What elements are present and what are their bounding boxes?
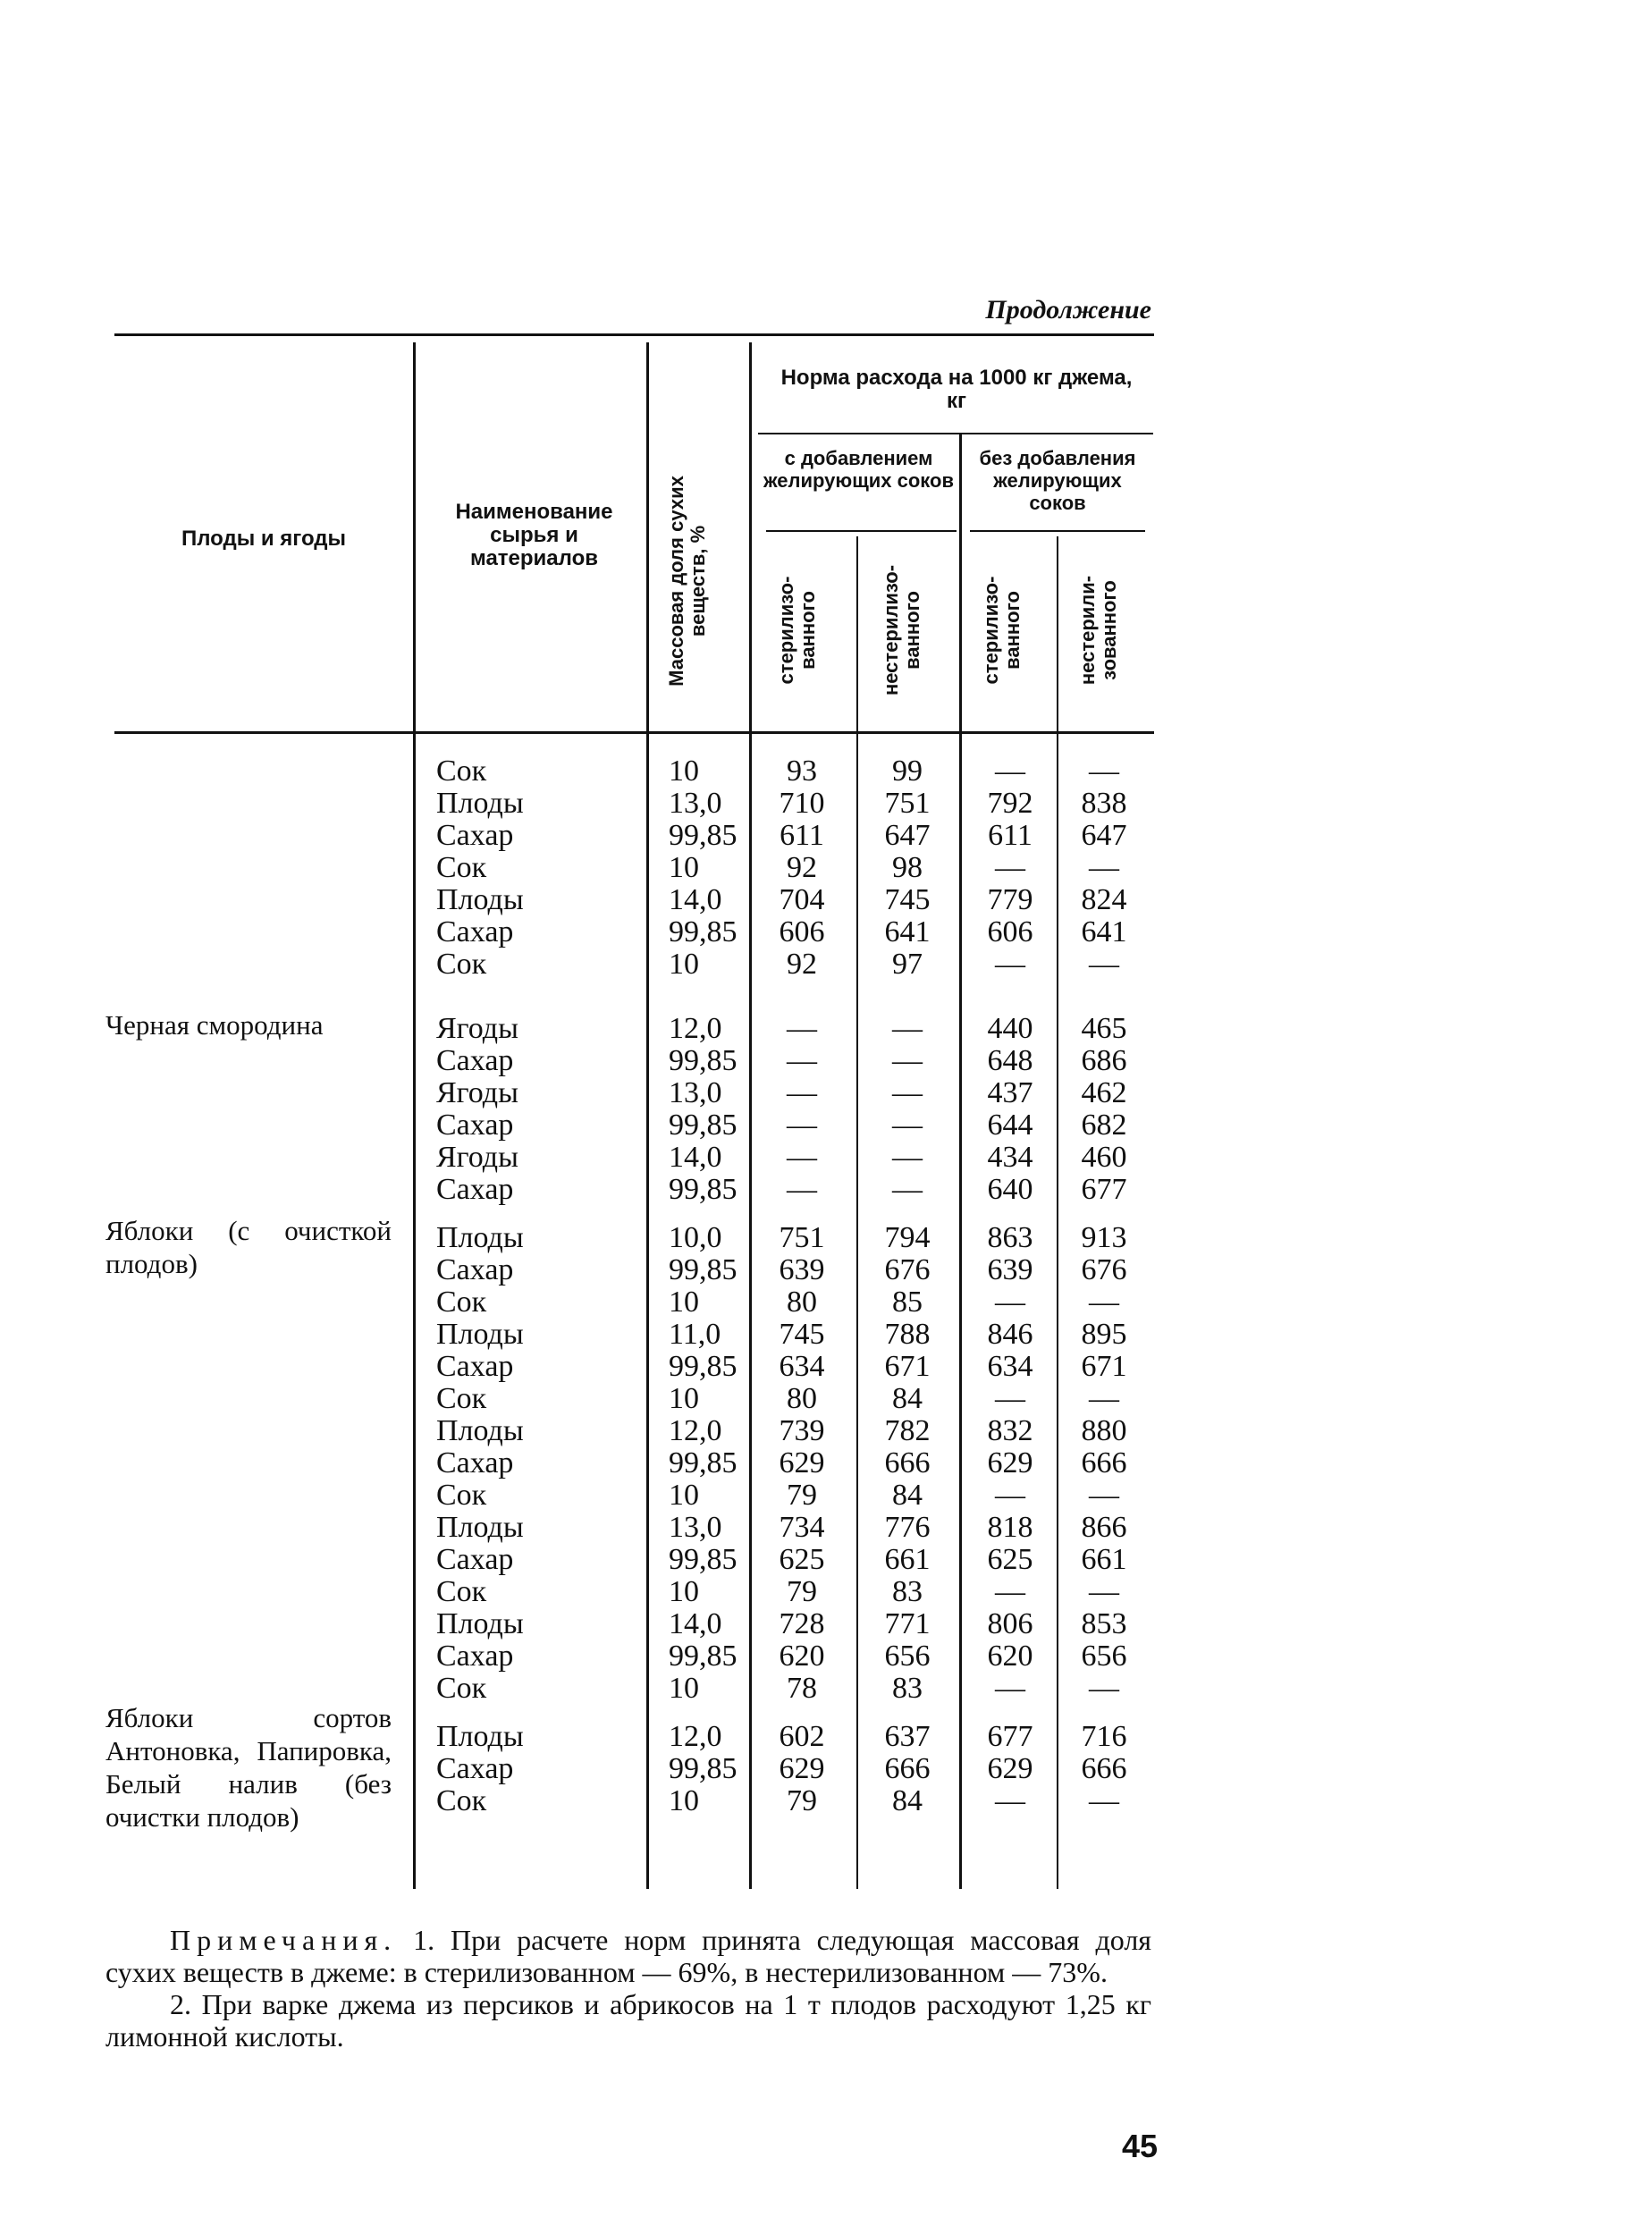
page-number: 45 xyxy=(1122,2128,1159,2164)
sterilized-without-juice-cell: 806 xyxy=(987,1607,1033,1640)
material-cell: Сахар xyxy=(436,1253,514,1286)
unsterilized-with-juice-cell: 641 xyxy=(884,915,931,948)
unsterilized-without-juice-cell: 880 xyxy=(1081,1414,1127,1447)
sterilized-without-juice-cell: 846 xyxy=(987,1318,1033,1351)
unsterilized-with-juice-cell: 788 xyxy=(884,1318,931,1351)
unsterilized-with-juice-cell: 84 xyxy=(892,1382,923,1415)
header-unsterilized-2: нестерили-зованного xyxy=(1076,575,1120,686)
sterilized-with-juice-cell: 79 xyxy=(787,1479,817,1512)
material-cell: Сахар xyxy=(436,1173,514,1206)
unsterilized-with-juice-cell: — xyxy=(892,1109,923,1142)
unsterilized-with-juice-cell: — xyxy=(892,1076,923,1109)
mass-fraction-cell: 99,85 xyxy=(669,1543,738,1576)
mass-fraction-cell: 13,0 xyxy=(669,1511,722,1544)
sterilized-without-juice-cell: 634 xyxy=(987,1350,1033,1383)
table-row xyxy=(0,1479,1652,1512)
material-cell: Ягоды xyxy=(436,1141,518,1174)
unsterilized-without-juice-cell: — xyxy=(1089,948,1119,981)
notes-label: Примечания. xyxy=(170,1924,398,1956)
sterilized-without-juice-cell: — xyxy=(995,1286,1025,1319)
mass-fraction-cell: 99,85 xyxy=(669,1044,738,1077)
unsterilized-without-juice-cell: — xyxy=(1089,1672,1119,1705)
material-cell: Сок xyxy=(436,1382,487,1415)
sterilized-without-juice-cell: — xyxy=(995,851,1025,884)
header-bottom-rule xyxy=(114,731,1154,734)
with-juice-divider xyxy=(766,530,957,532)
unsterilized-with-juice-cell: — xyxy=(892,1012,923,1045)
unsterilized-with-juice-cell: 647 xyxy=(884,819,931,852)
table-row xyxy=(0,1383,1652,1415)
mass-fraction-cell: 99,85 xyxy=(669,1253,738,1286)
unsterilized-with-juice-cell: 661 xyxy=(884,1543,931,1576)
note-1-text: 1. При расчете норм принята следующая массовая доля сухих веществ в джеме: в стерилизованном — 69%, в нестерилизованном — 73%. xyxy=(105,1924,1152,1988)
group-label-apples-unpeeled: Яблоки сортов Антоновка, Папировка, Белый налив (без очистки плодов) xyxy=(105,1702,392,1833)
unsterilized-with-juice-cell: 676 xyxy=(884,1253,931,1286)
sterilized-with-juice-cell: 629 xyxy=(779,1752,825,1785)
unsterilized-without-juice-cell: 460 xyxy=(1081,1141,1127,1174)
unsterilized-with-juice-cell: 85 xyxy=(892,1286,923,1319)
table-row xyxy=(0,1447,1652,1479)
table-row xyxy=(0,1254,1652,1286)
material-cell: Плоды xyxy=(436,1221,524,1254)
sterilized-with-juice-cell: — xyxy=(787,1141,817,1174)
mass-fraction-cell: 10 xyxy=(669,1784,699,1817)
header-unsterilized: нестерилизо-ванного xyxy=(880,564,923,696)
header-sterilized: стерилизо-ванного xyxy=(775,576,819,685)
sterilized-with-juice-cell: 79 xyxy=(787,1784,817,1817)
unsterilized-with-juice-cell: 83 xyxy=(892,1672,923,1705)
sterilized-without-juice-cell: — xyxy=(995,1479,1025,1512)
unsterilized-with-juice-cell: 666 xyxy=(884,1752,931,1785)
material-cell: Плоды xyxy=(436,1607,524,1640)
unsterilized-without-juice-cell: 676 xyxy=(1081,1253,1127,1286)
material-cell: Плоды xyxy=(436,787,524,820)
mass-fraction-cell: 99,85 xyxy=(669,915,738,948)
sterilized-with-juice-cell: 739 xyxy=(779,1414,825,1447)
mass-fraction-cell: 10 xyxy=(669,851,699,884)
unsterilized-without-juice-cell: 913 xyxy=(1081,1221,1127,1254)
table-row xyxy=(0,1142,1652,1174)
table-row xyxy=(0,1415,1652,1447)
unsterilized-without-juice-cell: 838 xyxy=(1081,787,1127,820)
material-cell: Сахар xyxy=(436,1044,514,1077)
mass-fraction-cell: 10 xyxy=(669,755,699,788)
unsterilized-with-juice-cell: 794 xyxy=(884,1221,931,1254)
unsterilized-with-juice-cell: 671 xyxy=(884,1350,931,1383)
table-row xyxy=(0,1576,1652,1608)
mass-fraction-cell: 13,0 xyxy=(669,787,722,820)
mass-fraction-cell: 12,0 xyxy=(669,1720,722,1753)
unsterilized-without-juice-cell: 671 xyxy=(1081,1350,1127,1383)
table-row xyxy=(0,1753,1652,1785)
material-cell: Плоды xyxy=(436,1720,524,1753)
mass-fraction-cell: 10 xyxy=(669,1382,699,1415)
sterilized-with-juice-cell: 629 xyxy=(779,1446,825,1479)
sterilized-without-juice-cell: 440 xyxy=(987,1012,1033,1045)
material-cell: Сок xyxy=(436,948,487,981)
unsterilized-with-juice-cell: 84 xyxy=(892,1784,923,1817)
material-cell: Ягоды xyxy=(436,1012,518,1045)
sterilized-without-juice-cell: 779 xyxy=(987,883,1033,916)
table-row xyxy=(0,788,1652,820)
table-row xyxy=(0,884,1652,916)
unsterilized-with-juice-cell: — xyxy=(892,1173,923,1206)
mass-fraction-cell: 99,85 xyxy=(669,1173,738,1206)
unsterilized-with-juice-cell: 97 xyxy=(892,948,923,981)
table-row xyxy=(0,1544,1652,1576)
sterilized-with-juice-cell: 751 xyxy=(779,1221,825,1254)
mass-fraction-cell: 14,0 xyxy=(669,883,722,916)
unsterilized-without-juice-cell: — xyxy=(1089,1286,1119,1319)
material-cell: Сахар xyxy=(436,819,514,852)
sterilized-without-juice-cell: — xyxy=(995,1784,1025,1817)
mass-fraction-cell: 10 xyxy=(669,948,699,981)
material-cell: Сахар xyxy=(436,1543,514,1576)
sterilized-without-juice-cell: 648 xyxy=(987,1044,1033,1077)
mass-fraction-cell: 99,85 xyxy=(669,1350,738,1383)
unsterilized-with-juice-cell: 666 xyxy=(884,1446,931,1479)
unsterilized-without-juice-cell: 677 xyxy=(1081,1173,1127,1206)
sterilized-with-juice-cell: — xyxy=(787,1076,817,1109)
table-row xyxy=(0,1077,1652,1109)
header-mass-fraction: Массовая доля сухих веществ, % xyxy=(665,476,709,687)
without-juice-divider xyxy=(970,530,1145,532)
unsterilized-with-juice-cell: 84 xyxy=(892,1479,923,1512)
sterilized-without-juice-cell: 832 xyxy=(987,1414,1033,1447)
material-cell: Сахар xyxy=(436,1752,514,1785)
unsterilized-without-juice-cell: — xyxy=(1089,1575,1119,1608)
unsterilized-with-juice-cell: — xyxy=(892,1044,923,1077)
unsterilized-without-juice-cell: 682 xyxy=(1081,1109,1127,1142)
unsterilized-without-juice-cell: 462 xyxy=(1081,1076,1127,1109)
sterilized-with-juice-cell: 79 xyxy=(787,1575,817,1608)
mass-fraction-cell: 12,0 xyxy=(669,1414,722,1447)
mass-fraction-cell: 10 xyxy=(669,1575,699,1608)
mass-fraction-cell: 11,0 xyxy=(669,1318,721,1351)
table-row xyxy=(0,1351,1652,1383)
unsterilized-without-juice-cell: — xyxy=(1089,1479,1119,1512)
table-row xyxy=(0,1673,1652,1705)
table-row xyxy=(0,1286,1652,1319)
material-cell: Сок xyxy=(436,1286,487,1319)
sterilized-without-juice-cell: 818 xyxy=(987,1511,1033,1544)
unsterilized-with-juice-cell: 782 xyxy=(884,1414,931,1447)
mass-fraction-cell: 12,0 xyxy=(669,1012,722,1045)
unsterilized-with-juice-cell: 751 xyxy=(884,787,931,820)
material-cell: Плоды xyxy=(436,1318,524,1351)
unsterilized-without-juice-cell: 686 xyxy=(1081,1044,1127,1077)
table-row xyxy=(0,948,1652,981)
sterilized-with-juice-cell: — xyxy=(787,1044,817,1077)
sterilized-with-juice-cell: 80 xyxy=(787,1286,817,1319)
sterilized-without-juice-cell: 434 xyxy=(987,1141,1033,1174)
unsterilized-without-juice-cell: 661 xyxy=(1081,1543,1127,1576)
unsterilized-without-juice-cell: 666 xyxy=(1081,1446,1127,1479)
sterilized-with-juice-cell: 639 xyxy=(779,1253,825,1286)
material-cell: Сахар xyxy=(436,1109,514,1142)
unsterilized-without-juice-cell: 656 xyxy=(1081,1640,1127,1673)
mass-fraction-cell: 10 xyxy=(669,1479,699,1512)
material-cell: Плоды xyxy=(436,883,524,916)
material-cell: Ягоды xyxy=(436,1076,518,1109)
unsterilized-without-juice-cell: 853 xyxy=(1081,1607,1127,1640)
continuation-label: Продолжение xyxy=(985,295,1151,325)
sterilized-without-juice-cell: 629 xyxy=(987,1446,1033,1479)
unsterilized-without-juice-cell: — xyxy=(1089,1382,1119,1415)
mass-fraction-cell: 14,0 xyxy=(669,1607,722,1640)
table-row xyxy=(0,1512,1652,1544)
table-row xyxy=(0,852,1652,884)
unsterilized-without-juice-cell: 895 xyxy=(1081,1318,1127,1351)
note-1 xyxy=(105,1924,1151,1988)
header-fruit: Плоды и ягоды xyxy=(181,527,347,551)
table-row xyxy=(0,1013,1652,1045)
material-cell: Сахар xyxy=(436,915,514,948)
notes xyxy=(105,1924,1151,2053)
unsterilized-with-juice-cell: 656 xyxy=(884,1640,931,1673)
mass-fraction-cell: 10 xyxy=(669,1672,699,1705)
header-sterilized-2: стерилизо-ванного xyxy=(980,576,1024,685)
table-row xyxy=(0,1785,1652,1817)
sterilized-with-juice-cell: 734 xyxy=(779,1511,825,1544)
sterilized-with-juice-cell: 745 xyxy=(779,1318,825,1351)
sterilized-without-juice-cell: — xyxy=(995,1382,1025,1415)
sterilized-without-juice-cell: 620 xyxy=(987,1640,1033,1673)
unsterilized-without-juice-cell: 824 xyxy=(1081,883,1127,916)
unsterilized-without-juice-cell: 647 xyxy=(1081,819,1127,852)
material-cell: Сахар xyxy=(436,1350,514,1383)
table-row xyxy=(0,820,1652,852)
header-with-juice: с добавлением желирующих соков xyxy=(763,447,954,492)
unsterilized-without-juice-cell: — xyxy=(1089,755,1119,788)
sterilized-without-juice-cell: — xyxy=(995,755,1025,788)
sterilized-with-juice-cell: 80 xyxy=(787,1382,817,1415)
material-cell: Плоды xyxy=(436,1511,524,1544)
material-cell: Сок xyxy=(436,1575,487,1608)
sterilized-with-juice-cell: — xyxy=(787,1109,817,1142)
table-row xyxy=(0,1109,1652,1142)
sterilized-without-juice-cell: 625 xyxy=(987,1543,1033,1576)
unsterilized-without-juice-cell: — xyxy=(1089,851,1119,884)
header-norm: Норма расхода на 1000 кг джема, кг xyxy=(780,366,1133,413)
material-cell: Сок xyxy=(436,1479,487,1512)
mass-fraction-cell: 99,85 xyxy=(669,819,738,852)
sterilized-with-juice-cell: 93 xyxy=(787,755,817,788)
material-cell: Сок xyxy=(436,755,487,788)
table-row xyxy=(0,1721,1652,1753)
unsterilized-without-juice-cell: 666 xyxy=(1081,1752,1127,1785)
sterilized-without-juice-cell: 677 xyxy=(987,1720,1033,1753)
unsterilized-with-juice-cell: 98 xyxy=(892,851,923,884)
unsterilized-with-juice-cell: 637 xyxy=(884,1720,931,1753)
unsterilized-with-juice-cell: 771 xyxy=(884,1607,931,1640)
unsterilized-without-juice-cell: — xyxy=(1089,1784,1119,1817)
sterilized-without-juice-cell: 863 xyxy=(987,1221,1033,1254)
sterilized-with-juice-cell: 620 xyxy=(779,1640,825,1673)
material-cell: Сок xyxy=(436,851,487,884)
table-row xyxy=(0,755,1652,788)
sterilized-with-juice-cell: 710 xyxy=(779,787,825,820)
sterilized-with-juice-cell: 611 xyxy=(780,819,824,852)
unsterilized-without-juice-cell: 716 xyxy=(1081,1720,1127,1753)
sterilized-without-juice-cell: 792 xyxy=(987,787,1033,820)
unsterilized-without-juice-cell: 641 xyxy=(1081,915,1127,948)
mass-fraction-cell: 10,0 xyxy=(669,1221,722,1254)
sterilized-with-juice-cell: 602 xyxy=(779,1720,825,1753)
table-row xyxy=(0,1608,1652,1640)
material-cell: Сок xyxy=(436,1672,487,1705)
sterilized-without-juice-cell: — xyxy=(995,1672,1025,1705)
unsterilized-with-juice-cell: 745 xyxy=(884,883,931,916)
sterilized-without-juice-cell: — xyxy=(995,948,1025,981)
sterilized-without-juice-cell: 640 xyxy=(987,1173,1033,1206)
group-label-apples-peeled: Яблоки (с очисткой плодов) xyxy=(105,1215,392,1279)
material-cell: Сахар xyxy=(436,1640,514,1673)
table-row xyxy=(0,916,1652,948)
sterilized-without-juice-cell: 644 xyxy=(987,1109,1033,1142)
sterilized-with-juice-cell: 92 xyxy=(787,948,817,981)
mass-fraction-cell: 99,85 xyxy=(669,1752,738,1785)
table-row xyxy=(0,1045,1652,1077)
material-cell: Сахар xyxy=(436,1446,514,1479)
sterilized-without-juice-cell: 639 xyxy=(987,1253,1033,1286)
sterilized-with-juice-cell: — xyxy=(787,1173,817,1206)
note-2: 2. При варке джема из персиков и абрикосов на 1 т плодов расходуют 1,25 кг лимонной кислоты. xyxy=(105,1988,1151,2053)
sterilized-with-juice-cell: 78 xyxy=(787,1672,817,1705)
sterilized-with-juice-cell: 704 xyxy=(779,883,825,916)
mass-fraction-cell: 14,0 xyxy=(669,1141,722,1174)
sterilized-with-juice-cell: 634 xyxy=(779,1350,825,1383)
sterilized-with-juice-cell: 625 xyxy=(779,1543,825,1576)
unsterilized-without-juice-cell: 465 xyxy=(1081,1012,1127,1045)
table-row xyxy=(0,1640,1652,1673)
sterilized-without-juice-cell: 611 xyxy=(988,819,1032,852)
sterilized-with-juice-cell: 92 xyxy=(787,851,817,884)
header-without-juice: без добавления желирующих соков xyxy=(979,447,1136,514)
material-cell: Сок xyxy=(436,1784,487,1817)
sterilized-with-juice-cell: 728 xyxy=(779,1607,825,1640)
norm-divider-rule xyxy=(758,433,1153,434)
mass-fraction-cell: 99,85 xyxy=(669,1640,738,1673)
unsterilized-with-juice-cell: 99 xyxy=(892,755,923,788)
unsterilized-with-juice-cell: 83 xyxy=(892,1575,923,1608)
table-row xyxy=(0,1174,1652,1206)
unsterilized-with-juice-cell: — xyxy=(892,1141,923,1174)
unsterilized-with-juice-cell: 776 xyxy=(884,1511,931,1544)
table-row xyxy=(0,1222,1652,1254)
sterilized-without-juice-cell: 629 xyxy=(987,1752,1033,1785)
mass-fraction-cell: 99,85 xyxy=(669,1446,738,1479)
sterilized-with-juice-cell: — xyxy=(787,1012,817,1045)
header-material: Наименование сырья и материалов xyxy=(455,500,613,570)
unsterilized-without-juice-cell: 866 xyxy=(1081,1511,1127,1544)
sterilized-without-juice-cell: 606 xyxy=(987,915,1033,948)
sterilized-without-juice-cell: 437 xyxy=(987,1076,1033,1109)
mass-fraction-cell: 99,85 xyxy=(669,1109,738,1142)
material-cell: Плоды xyxy=(436,1414,524,1447)
mass-fraction-cell: 13,0 xyxy=(669,1076,722,1109)
table-top-rule xyxy=(114,333,1154,336)
sterilized-with-juice-cell: 606 xyxy=(779,915,825,948)
group-label-black-currant: Черная смородина xyxy=(105,1009,324,1041)
table-row xyxy=(0,1319,1652,1351)
mass-fraction-cell: 10 xyxy=(669,1286,699,1319)
sterilized-without-juice-cell: — xyxy=(995,1575,1025,1608)
